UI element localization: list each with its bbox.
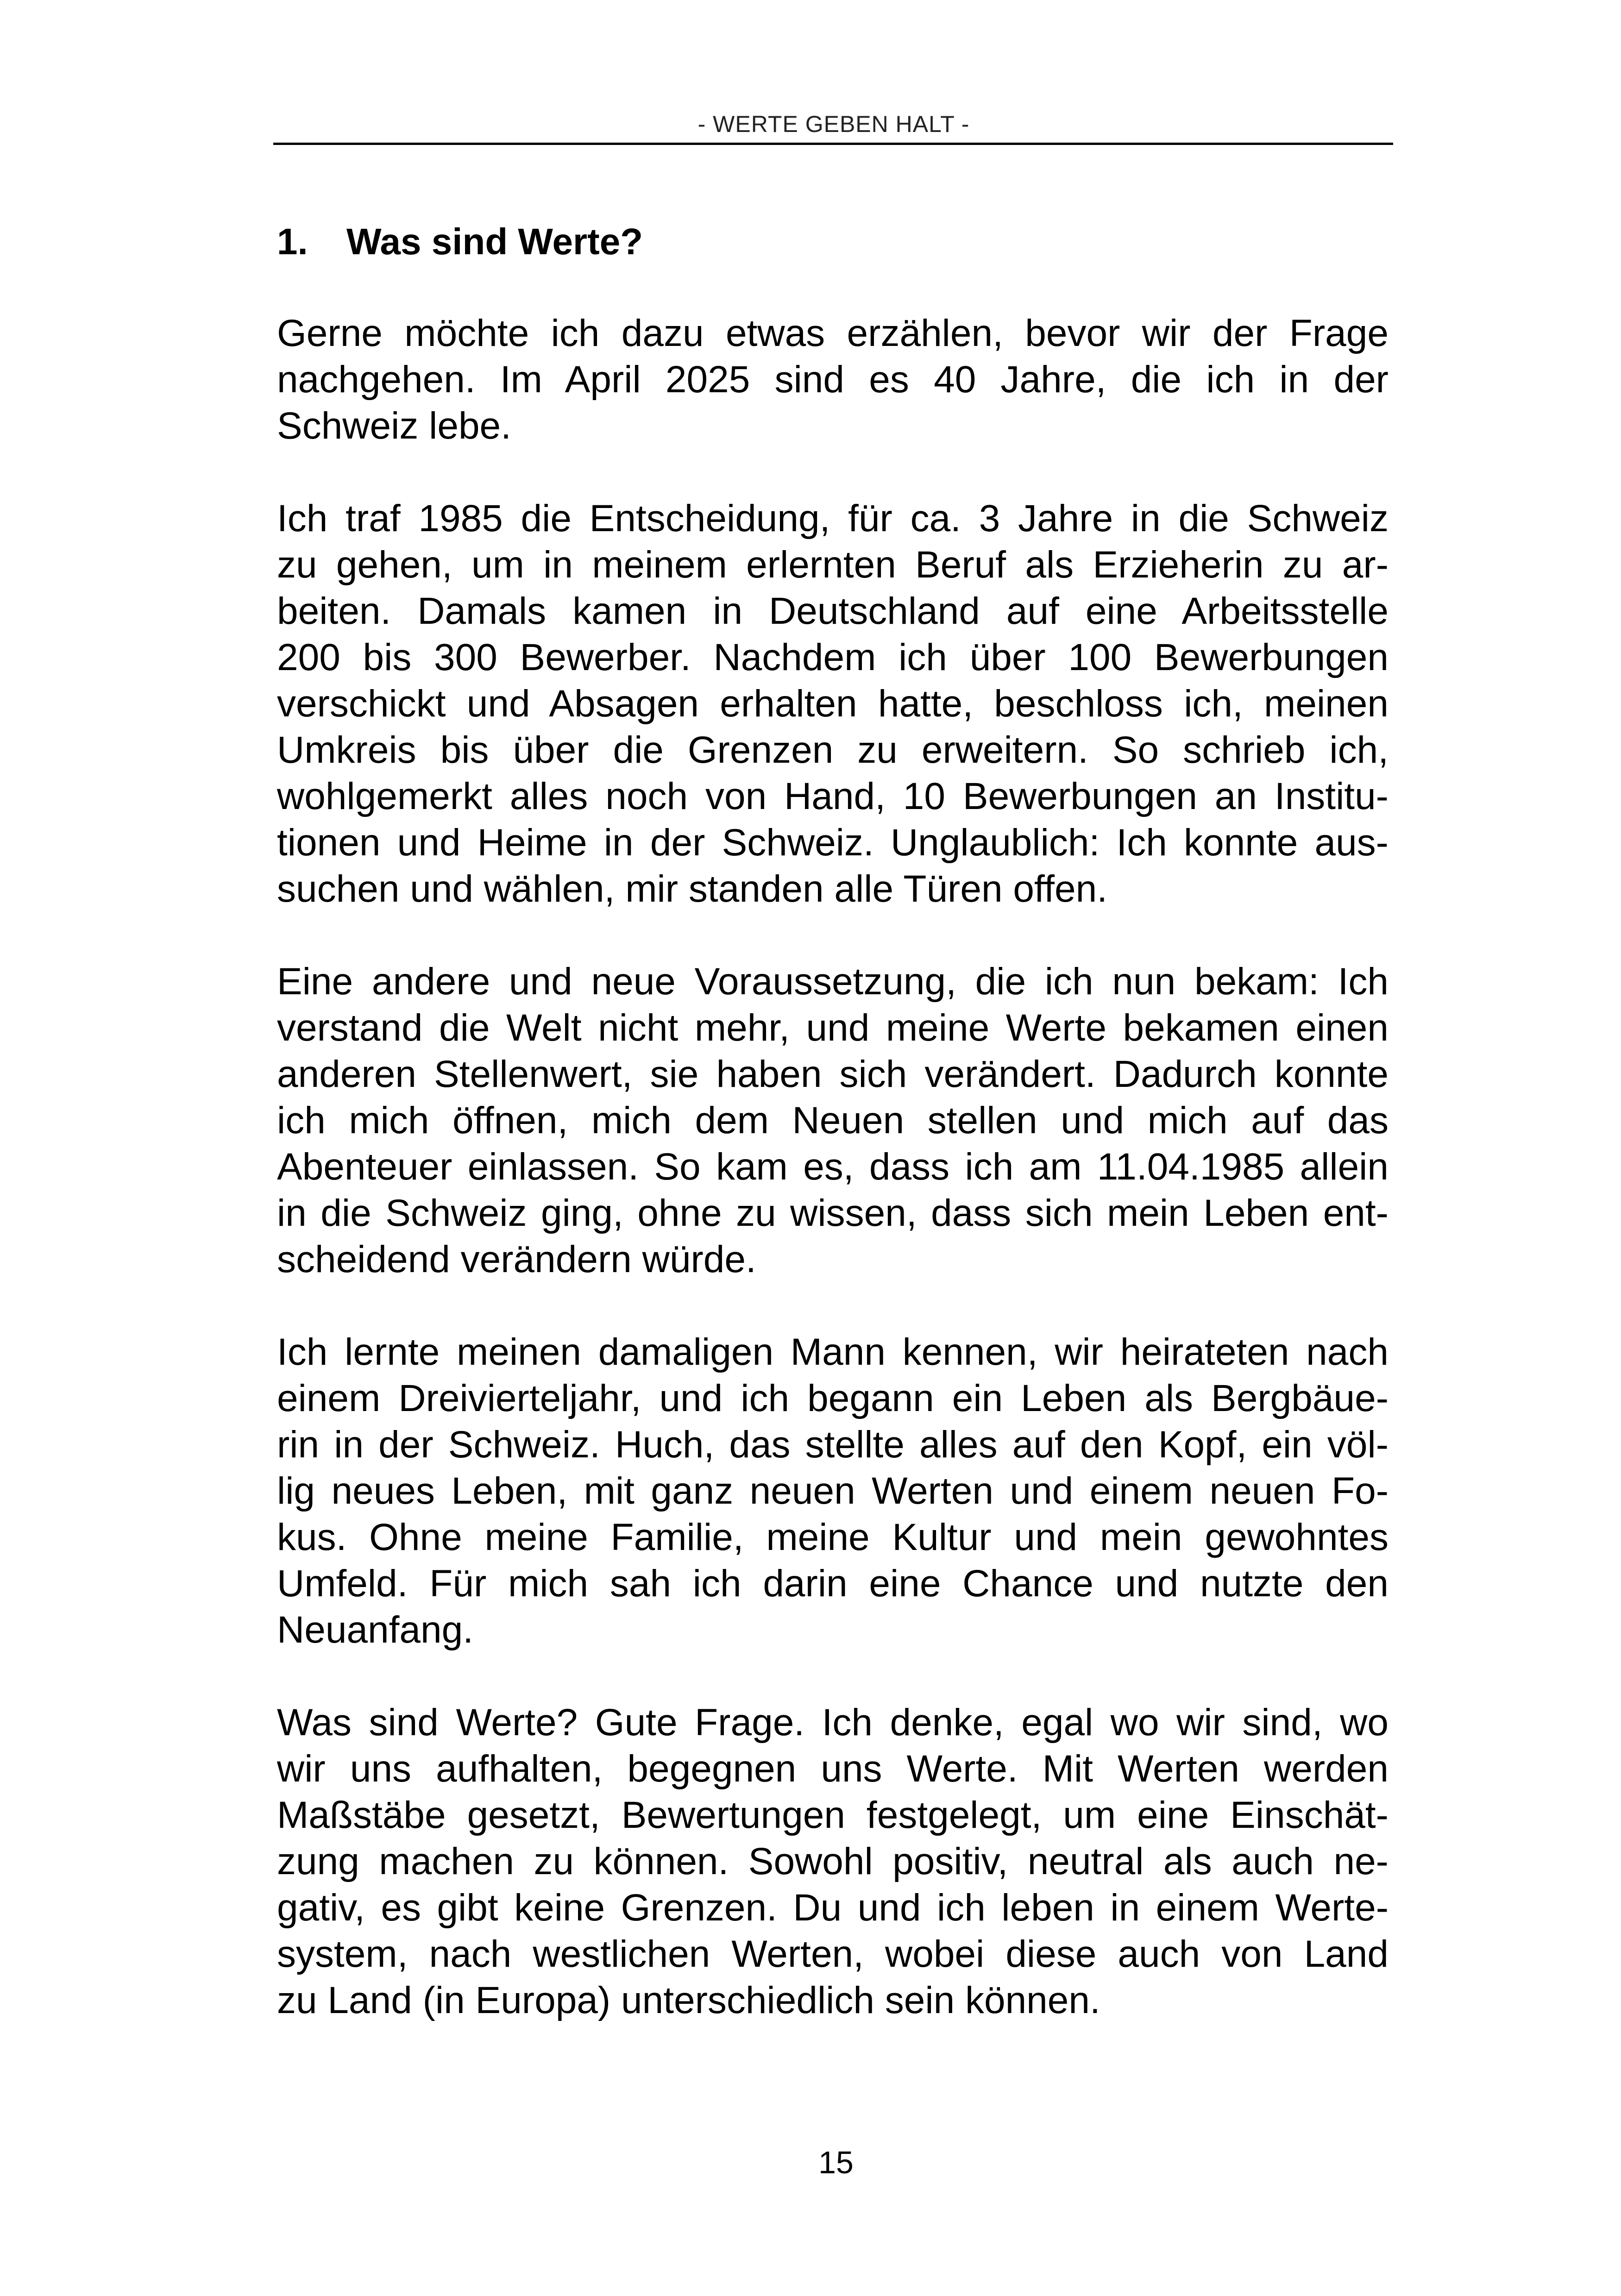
text-line: beiten. Damals kamen in Deutschland auf eine Arbeitsstelle	[277, 590, 1389, 632]
paragraph-5	[277, 1700, 1389, 2024]
paragraph-2	[277, 496, 1389, 912]
text-line: tionen und Heime in der Schweiz. Unglaublich: Ich konnte aus-	[277, 822, 1389, 864]
text-line: verschickt und Absagen erhalten hatte, beschloss ich, meinen	[277, 683, 1389, 725]
paragraph-3	[277, 959, 1389, 1283]
text-line: Neuanfang.	[277, 1609, 474, 1651]
text-line: lig neues Leben, mit ganz neuen Werten und einem neuen Fo-	[277, 1470, 1389, 1512]
text-line: Ich traf 1985 die Entscheidung, für ca. 3 Jahre in die Schweiz	[277, 497, 1389, 539]
text-line: Was sind Werte? Gute Frage. Ich denke, egal wo wir sind, wo	[277, 1701, 1389, 1744]
body-text	[277, 310, 1389, 2070]
text-line: Ich lernte meinen damaligen Mann kennen, wir heirateten nach	[277, 1331, 1389, 1373]
text-line: Maßstäbe gesetzt, Bewertungen festgelegt, um eine Einschät-	[277, 1794, 1389, 1836]
text-line: zu Land (in Europa) unterschiedlich sein können.	[277, 1979, 1100, 2021]
text-line: Umfeld. Für mich sah ich darin eine Chance und nutzte den	[277, 1562, 1389, 1605]
text-line: wir uns aufhalten, begegnen uns Werte. Mit Werten werden	[277, 1748, 1389, 1790]
text-line: verstand die Welt nicht mehr, und meine Werte bekamen einen	[277, 1007, 1389, 1049]
page-number: 15	[818, 2145, 854, 2180]
paragraph-1	[277, 310, 1389, 449]
text-line: suchen und wählen, mir standen alle Türen offen.	[277, 868, 1108, 910]
header-rule	[273, 143, 1393, 145]
text-line: nachgehen. Im April 2025 sind es 40 Jahre, die ich in der	[277, 358, 1389, 401]
text-line: gativ, es gibt keine Grenzen. Du und ich leben in einem Werte-	[277, 1887, 1389, 1929]
text-line: Abenteuer einlassen. So kam es, dass ich am 11.04.1985 allein	[277, 1146, 1389, 1188]
text-line: zung machen zu können. Sowohl positiv, neutral als auch ne-	[277, 1840, 1389, 1882]
text-line: Gerne möchte ich dazu etwas erzählen, bevor wir der Frage	[277, 312, 1389, 354]
running-header: - WERTE GEBEN HALT -	[697, 111, 970, 137]
text-line: Umkreis bis über die Grenzen zu erweitern. So schrieb ich,	[277, 729, 1389, 771]
text-line: Schweiz lebe.	[277, 405, 511, 447]
text-line: einem Dreivierteljahr, und ich begann ein Leben als Bergbäue-	[277, 1377, 1389, 1419]
text-line: scheidend verändern würde.	[277, 1238, 756, 1280]
text-line: Eine andere und neue Voraussetzung, die ich nun bekam: Ich	[277, 960, 1389, 1003]
chapter-heading	[277, 219, 643, 265]
chapter-title: Was sind Werte?	[346, 221, 643, 262]
text-line: zu gehen, um in meinem erlernten Beruf als Erzieherin zu ar-	[277, 544, 1389, 586]
text-line: rin in der Schweiz. Huch, das stellte alles auf den Kopf, ein völ-	[277, 1424, 1389, 1466]
text-line: kus. Ohne meine Familie, meine Kultur und mein gewohntes	[277, 1516, 1389, 1558]
text-line: in die Schweiz ging, ohne zu wissen, dass sich mein Leben ent-	[277, 1192, 1389, 1234]
chapter-number: 1.	[277, 221, 308, 262]
text-line: anderen Stellenwert, sie haben sich verändert. Dadurch konnte	[277, 1053, 1389, 1095]
paragraph-4	[277, 1329, 1389, 1653]
text-line: 200 bis 300 Bewerber. Nachdem ich über 100 Bewerbungen	[277, 636, 1389, 678]
text-line: system, nach westlichen Werten, wobei diese auch von Land	[277, 1933, 1389, 1975]
text-line: ich mich öffnen, mich dem Neuen stellen und mich auf das	[277, 1099, 1389, 1142]
text-line: wohlgemerkt alles noch von Hand, 10 Bewerbungen an Institu-	[277, 775, 1389, 817]
